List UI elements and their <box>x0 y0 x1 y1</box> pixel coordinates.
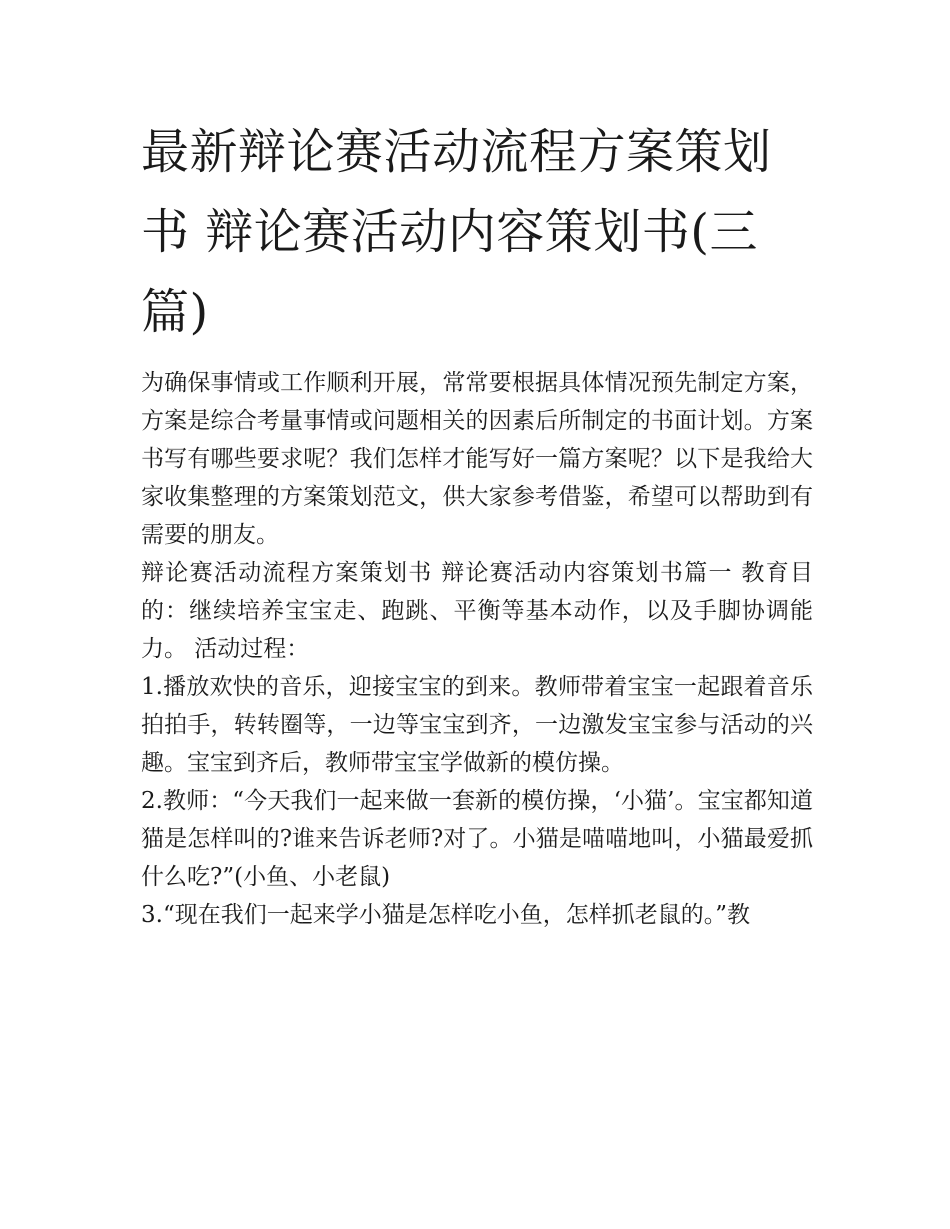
step-2-paragraph: 2.教师：“今天我们一起来做一套新的模仿操，‘小猫’。宝宝都知道猫是怎样叫的?谁来告诉老师?对了。小猫是喵喵地叫，小猫最爱抓什么吃?”(小鱼、小老鼠) <box>141 788 813 890</box>
intro-paragraph: 为确保事情或工作顺利开展，常常要根据具体情况预先制定方案，方案是综合考量事情或问题相关的因素后所制定的书面计划。方案书写有哪些要求呢？我们怎样才能写好一篇方案呢？以下是我给大家收集整理的方案策划范文，供大家参考借鉴，希望可以帮助到有需要的朋友。 <box>141 370 813 548</box>
step-1-paragraph: 1.播放欢快的音乐，迎接宝宝的到来。教师带着宝宝一起跟着音乐拍拍手，转转圈等，一边等宝宝到齐，一边激发宝宝参与活动的兴趣。宝宝到齐后，教师带宝宝学做新的模仿操。 <box>141 674 813 776</box>
section-one-heading-paragraph: 辩论赛活动流程方案策划书 辩论赛活动内容策划书篇一 教育目的：继续培养宝宝走、跑跳、平衡等基本动作，以及手脚协调能力。 活动过程： <box>141 560 813 662</box>
step-3-paragraph: 3.“现在我们一起来学小猫是怎样吃小鱼，怎样抓老鼠的。”教 <box>141 902 750 928</box>
document-page <box>141 112 813 934</box>
document-title: 最新辩论赛活动流程方案策划书 辩论赛活动内容策划书(三篇) <box>141 124 772 340</box>
